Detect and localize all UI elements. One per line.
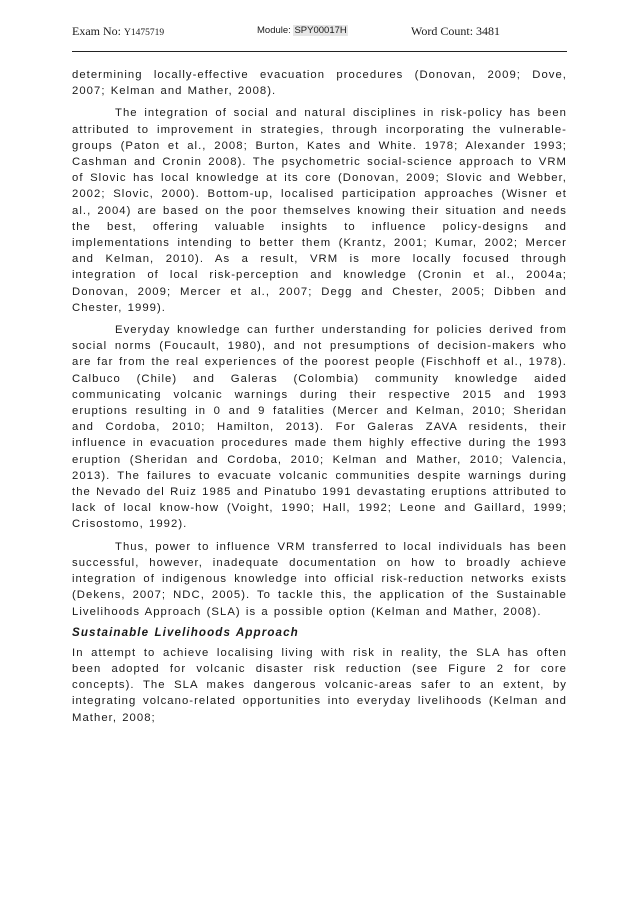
document-body	[72, 67, 567, 726]
paragraph-integration: The integration of social and natural disciplines in risk-policy has been attributed to improvement in strategies, through incorporating the vulnerable-groups (Paton et al., 2008; Burton, Kates and White. 1978; Alexander 1993; Cashman and Cronin 2008). The psychometric social-science approach to VRM of Slovic has local knowledge at its core (Donovan, 2009; Slovic and Webber, 2002; Slovic, 2000). Bottom-up, localised participation approaches (Wisner et al., 2004) are based on the poor themselves knowing their situation and needs the best, offering valuable insights to influence policy-designs and implementations intending to better them (Krantz, 2001; Kumar, 2002; Mercer and Kelman, 2010). As a result, VRM is more locally focused through integration of local risk-perception and knowledge (Cronin et al., 2004a; Donovan, 2009; Mercer et al., 2007; Degg and Chester, 2005; Dibben and Chester, 1999).	[72, 107, 567, 314]
exam-number	[72, 20, 164, 44]
module-code	[257, 20, 348, 42]
word-count-label: Word Count:	[411, 24, 474, 38]
paragraph-everyday-knowledge: Everyday knowledge can further understanding for policies derived from social norms (Foucault, 1980), and not presumptions of decision-makers who are far from the real experiences of the poorest people (Fischhoff et al., 1978). Calbuco (Chile) and Galeras (Colombia) community knowledge aided communicating volcanic warnings during their respective 2015 and 1993 eruptions resulting in 0 and 9 fatalities (Mercer and Kelman, 2010; Sheridan and Cordoba, 2010; Hamilton, 2013). For Galeras ZAVA residents, their influence in evacuation procedures made them highly effective during the 1993 eruption (Sheridan and Cordoba, 2010; Kelman and Mather, 2010; Valencia, 2013). The failures to evacuate volcanic communities despite warnings during the Nevado del Ruiz 1985 and Pinatubo 1991 devastating eruptions attributed to lack of local know-how (Voight, 1990; Hall, 1992; Leone and Gaillard, 1999; Crisostomo, 1992).	[72, 324, 567, 531]
page-header	[72, 20, 568, 42]
header-divider	[72, 51, 567, 52]
word-count-value: 3481	[476, 24, 501, 38]
section-heading: Sustainable Livelihoods Approach	[72, 625, 299, 639]
exam-number-label: Exam No:	[72, 24, 121, 38]
exam-number-value: Y1475719	[124, 28, 165, 38]
paragraph-continuation: determining locally-effective evacuation procedures (Donovan, 2009; Dove, 2007; Kelman and Mather, 2008).	[72, 69, 567, 98]
paragraph-power-transfer: Thus, power to influence VRM transferred to local individuals has been successful, however, inadequate documentation on how to broadly achieve integration of indigenous knowledge into official risk-reduction networks exists (Dekens, 2007; NDC, 2005). To tackle this, the application of the Sustainable Livelihoods Approach (SLA) is a possible option (Kelman and Mather, 2008).	[72, 540, 567, 618]
module-label: Module:	[257, 25, 291, 36]
word-count	[411, 20, 500, 42]
module-value: SPY00017H	[294, 25, 347, 36]
paragraph-sla: In attempt to achieve localising living with risk in reality, the SLA has often been adopted for volcanic disaster risk reduction (see Figure 2 for core concepts). The SLA makes dangerous volcanic-areas safer to an extent, by integrating volcano-related opportunities into everyday livelihoods (Kelman and Mather, 2008;	[72, 646, 567, 724]
